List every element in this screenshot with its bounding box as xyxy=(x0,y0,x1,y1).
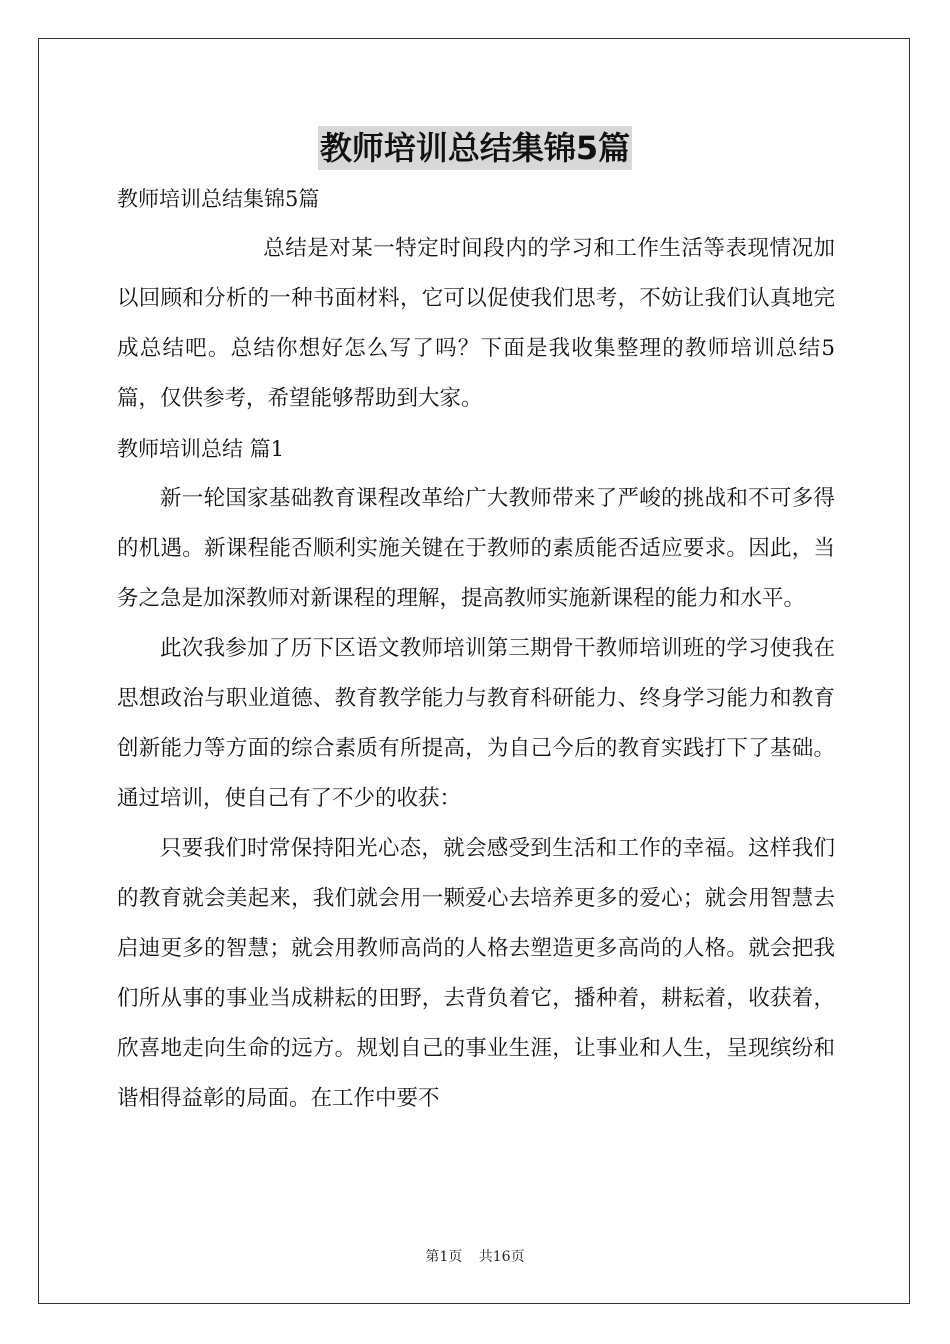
intro-paragraph: 总结是对某一特定时间段内的学习和工作生活等表现情况加以回顾和分析的一种书面材料，它可以促使我们思考，不妨让我们认真地完成总结吧。总结你想好怎么写了吗？下面是我收集整理的教师培训总结5篇，仅供参考，希望能够帮助到大家。 xyxy=(117,236,835,411)
page-footer xyxy=(0,1246,950,1266)
body-paragraph-3: 只要我们时常保持阳光心态，就会感受到生活和工作的幸福。这样我们的教育就会美起来，我们就会用一颗爱心去培养更多的爱心；就会用智慧去启迪更多的智慧；就会用教师高尚的人格去塑造更多高尚的人格。就会把我们所从事的事业当成耕耘的田野，去背负着它，播种着，耕耘着，收获着，欣喜地走向生命的远方。规划自己的事业生涯，让事业和人生，呈现缤纷和谐相得益彰的局面。在工作中要不 xyxy=(117,836,835,1111)
body-paragraph-1: 新一轮国家基础教育课程改革给广大教师带来了严峻的挑战和不可多得的机遇。新课程能否顺利实施关键在于教师的素质能否适应要求。因此，当务之急是加深教师对新课程的理解，提高教师实施新课程的能力和水平。 xyxy=(117,486,835,611)
page-number: 第1页 xyxy=(425,1249,463,1265)
document-subtitle: 教师培训总结集锦5篇 xyxy=(117,187,320,211)
title-container xyxy=(0,126,950,170)
section-heading: 教师培训总结 篇1 xyxy=(117,437,285,461)
body-paragraph-2: 此次我参加了历下区语文教师培训第三期骨干教师培训班的学习使我在思想政治与职业道德、教育教学能力与教育科研能力、终身学习能力和教育创新能力等方面的综合素质有所提高，为自己今后的教育实践打下了基础。通过培训，使自己有了不少的收获： xyxy=(117,636,835,811)
document-title: 教师培训总结集锦5篇 xyxy=(318,126,632,170)
document-body xyxy=(117,180,835,1124)
page-total: 共16页 xyxy=(478,1249,525,1265)
